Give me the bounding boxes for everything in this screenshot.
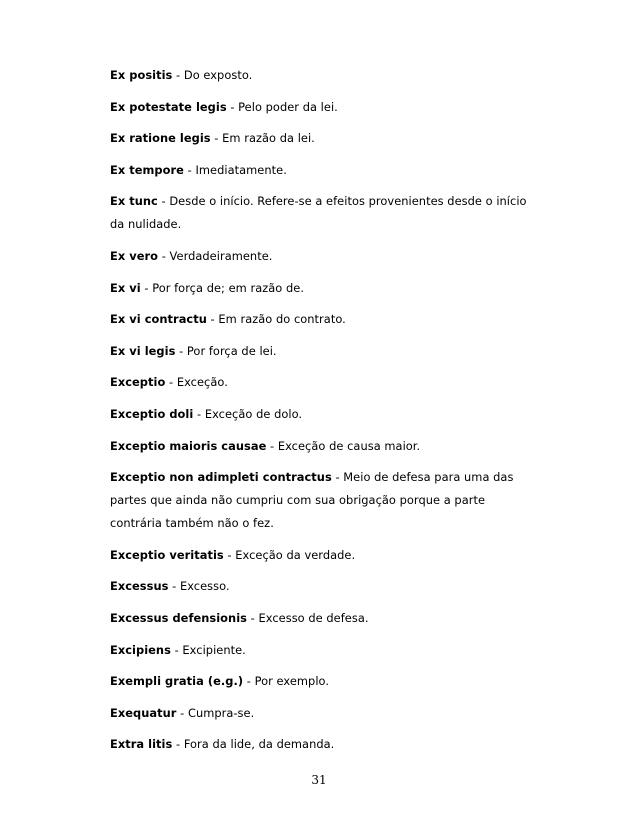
- entry-definition: - Excesso.: [168, 579, 230, 594]
- entry-definition: - Excesso de defesa.: [247, 610, 369, 625]
- glossary-entry: [110, 64, 535, 87]
- entry-definition: - Por força de lei.: [175, 343, 277, 358]
- glossary-entry: [110, 466, 535, 535]
- entry-definition: - Meio de defesa para uma das partes que ainda não cumpriu com sua obrigação porque a parte contrária também não o fez.: [110, 470, 514, 531]
- entry-definition: - Do exposto.: [172, 68, 253, 82]
- entry-term: Ex positis: [110, 68, 173, 82]
- entry-definition: - Em razão do contrato.: [206, 312, 346, 327]
- entry-term: Extra litis: [110, 737, 173, 752]
- glossary-entry: [110, 544, 535, 567]
- glossary-entry: [110, 670, 535, 693]
- entry-term: Excessus defensionis: [110, 610, 247, 625]
- glossary-entry: [110, 639, 535, 662]
- entry-definition: - Pelo poder da lei.: [226, 99, 338, 114]
- entry-term: Ex vi: [110, 280, 141, 295]
- glossary-entry: [110, 159, 535, 182]
- entry-term: Exceptio: [110, 375, 166, 390]
- entry-definition: - Excipiente.: [170, 642, 246, 657]
- glossary-entry: [110, 435, 535, 458]
- entry-definition: - Exceção de causa maior.: [266, 438, 421, 453]
- entry-definition: - Desde o início. Refere-se a efeitos provenientes desde o início da nulidade.: [110, 194, 527, 232]
- entry-definition: - Em razão da lei.: [210, 131, 315, 146]
- glossary-entries: [110, 64, 535, 765]
- entry-definition: - Cumpra-se.: [176, 705, 255, 720]
- entry-definition: - Exceção.: [165, 375, 228, 390]
- entry-term: Ex tempore: [110, 162, 184, 177]
- glossary-entry: [110, 371, 535, 394]
- entry-definition: - Exceção da verdade.: [223, 547, 356, 562]
- glossary-entry: [110, 733, 535, 756]
- entry-definition: - Exceção de dolo.: [193, 406, 303, 421]
- entry-term: Exceptio non adimpleti contractus: [110, 470, 332, 485]
- entry-term: Exceptio doli: [110, 406, 194, 421]
- entry-term: Ex potestate legis: [110, 99, 227, 114]
- glossary-entry: [110, 403, 535, 426]
- entry-term: Ex vi legis: [110, 343, 176, 358]
- entry-term: Ex vi contractu: [110, 312, 207, 327]
- entry-term: Ex ratione legis: [110, 131, 211, 146]
- glossary-entry: [110, 607, 535, 630]
- page-number: 31: [311, 773, 327, 787]
- entry-term: Exequatur: [110, 705, 177, 720]
- entry-term: Excessus: [110, 579, 169, 594]
- entry-term: Exempli gratia (e.g.): [110, 674, 244, 689]
- glossary-entry: [110, 96, 535, 119]
- entry-term: Exceptio maioris causae: [110, 438, 267, 453]
- glossary-entry: [110, 340, 535, 363]
- entry-term: Ex vero: [110, 248, 159, 263]
- entry-term: Ex tunc: [110, 194, 158, 209]
- glossary-entry: [110, 127, 535, 150]
- entry-definition: - Verdadeiramente.: [158, 248, 273, 263]
- glossary-entry: [110, 702, 535, 725]
- glossary-entry: [110, 245, 535, 268]
- glossary-entry: [110, 308, 535, 331]
- glossary-entry: [110, 575, 535, 598]
- entry-definition: - Fora da lide, da demanda.: [172, 737, 335, 752]
- entry-definition: - Por exemplo.: [243, 674, 330, 689]
- entry-term: Exceptio veritatis: [110, 547, 224, 562]
- entry-definition: - Por força de; em razão de.: [140, 280, 304, 295]
- glossary-entry: [110, 190, 535, 236]
- glossary-entry: [110, 277, 535, 300]
- entry-definition: - Imediatamente.: [183, 162, 287, 177]
- entry-term: Excipiens: [110, 642, 171, 657]
